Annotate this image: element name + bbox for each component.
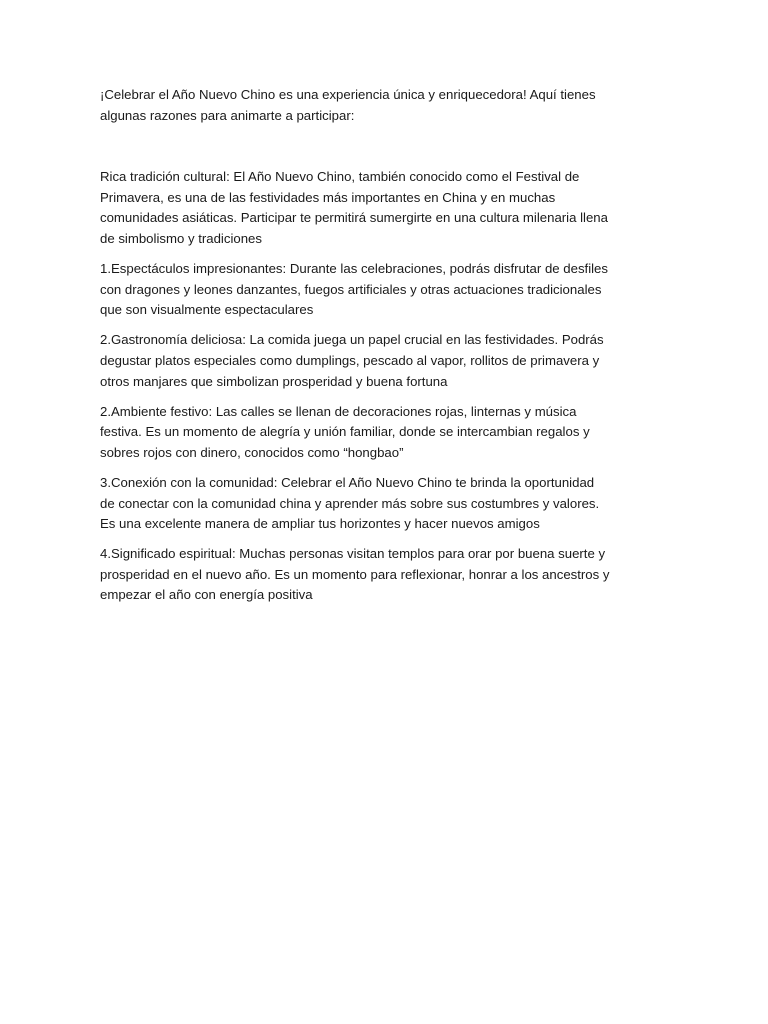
- paragraph-festive-atmosphere: 2.Ambiente festivo: Las calles se llenan de decoraciones rojas, linternas y música festiva. Es un momento de alegría y unión familiar, donde se intercambian regalos y sobres rojos con dinero, conocidos como “hongbao”: [100, 403, 590, 460]
- paragraph-gastronomy: 2.Gastronomía deliciosa: La comida juega un papel crucial en las festividades. Podrás degustar platos especiales como dumplings, pescado al vapor, rollitos de primavera y otros manjares que simbolizan prosperidad y buena fortuna: [100, 332, 604, 389]
- paragraph-community: 3.Conexión con la comunidad: Celebrar el Año Nuevo Chino te brinda la oportunidad de conectar con la comunidad china y aprender más sobre sus costumbres y valores. Es una excelente manera de ampliar tus horizontes y hacer nuevos amigos: [100, 474, 600, 532]
- document-body: [100, 85, 610, 615]
- paragraph-spiritual: 4.Significado espiritual: Muchas personas visitan templos para orar por buena suerte y prosperidad en el nuevo año. Es un momento para reflexionar, honrar a los ancestros y empezar el año con energía positiva: [100, 546, 610, 603]
- paragraph-cultural-tradition: Rica tradición cultural: El Año Nuevo Chino, también conocido como el Festival de Primavera, es una de las festividades más importantes en China y en muchas comunidades asiáticas. Participar te permitirá sumergirte en una cultura milenaria llena de simbolismo y tradiciones: [100, 169, 608, 246]
- paragraph-shows: 1.Espectáculos impresionantes: Durante las celebraciones, podrás disfrutar de desfiles con dragones y leones danzantes, fuegos artificiales y otras actuaciones tradicionales que son visualmente espectaculares: [100, 261, 608, 318]
- intro-paragraph: ¡Celebrar el Año Nuevo Chino es una experiencia única y enriquecedora! Aquí tienes algunas razones para animarte a participar:: [100, 87, 596, 123]
